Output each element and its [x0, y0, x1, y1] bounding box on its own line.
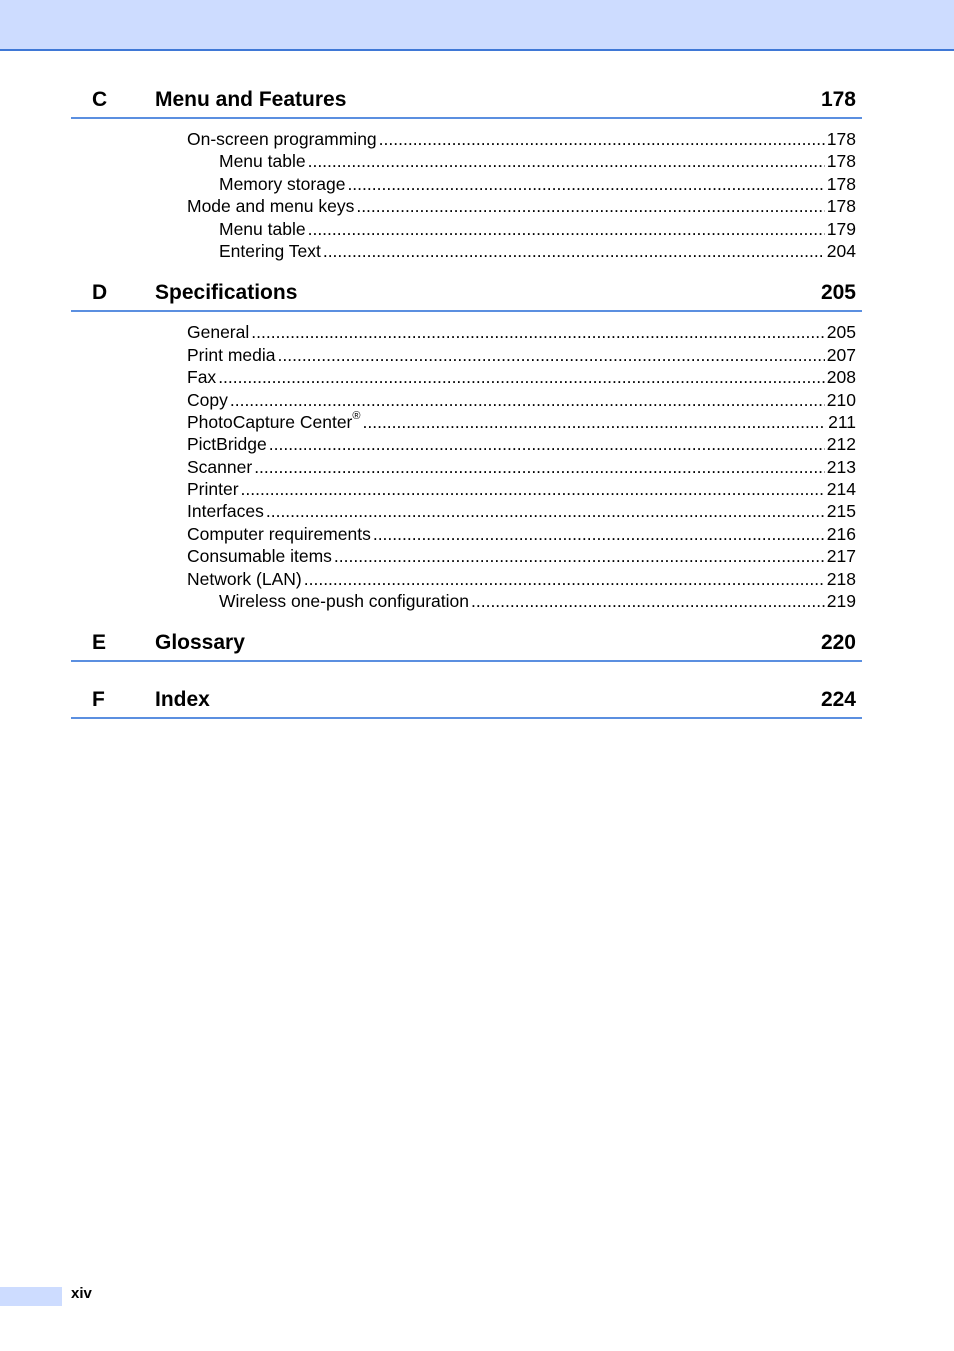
- toc-entry-label: Printer: [187, 479, 239, 500]
- chapter-title: Specifications: [155, 281, 298, 305]
- toc-entry-label: Mode and menu keys: [187, 196, 355, 217]
- toc-entry-label-text: PhotoCapture Center: [187, 411, 353, 432]
- chapter-page-number: 205: [820, 281, 856, 305]
- chapter-letter: E: [92, 631, 107, 655]
- toc-entry[interactable]: [71, 150, 862, 172]
- toc-entry-label: Memory storage: [219, 173, 346, 194]
- dot-leader: [304, 568, 825, 590]
- toc-entry-page: 179: [826, 218, 856, 239]
- chapter-letter: D: [92, 281, 108, 305]
- toc-entry[interactable]: [71, 456, 862, 478]
- toc-entry[interactable]: [71, 433, 862, 455]
- chapter-title: Menu and Features: [155, 88, 347, 111]
- chapter-title: Glossary: [155, 631, 245, 655]
- toc-entry-page: 178: [826, 173, 856, 194]
- dot-leader: [230, 389, 825, 411]
- footer-tab: [0, 1287, 62, 1306]
- toc-entry-page: 213: [826, 456, 856, 477]
- toc-entry-page: 178: [826, 151, 856, 172]
- chapter-entries-d: [71, 312, 862, 627]
- toc-entry-page: 218: [826, 568, 856, 589]
- dot-leader: [251, 321, 825, 343]
- toc-entry[interactable]: [71, 478, 862, 500]
- registered-mark: ®: [352, 410, 361, 423]
- toc-entry-page: 205: [826, 322, 856, 343]
- chapter-heading-d[interactable]: [71, 277, 862, 312]
- toc-entry[interactable]: [71, 568, 862, 590]
- toc-entry[interactable]: [71, 545, 862, 567]
- dot-leader: [334, 545, 825, 567]
- toc-entry-page: 178: [826, 129, 856, 149]
- dot-leader: [471, 590, 825, 612]
- dot-leader: [266, 500, 825, 522]
- toc-entry-label: Computer requirements: [187, 523, 371, 544]
- toc-entry-page: 210: [826, 389, 856, 410]
- toc-entry[interactable]: [71, 389, 862, 411]
- toc-entry-label: Consumable items: [187, 546, 332, 567]
- table-of-contents: [71, 84, 862, 719]
- chapter-heading-f[interactable]: [71, 684, 862, 719]
- toc-entry[interactable]: [71, 321, 862, 343]
- footer-page-number: xiv: [71, 1285, 92, 1302]
- dot-leader: [254, 456, 825, 478]
- toc-entry-label: Copy: [187, 389, 228, 410]
- chapter-gap: [71, 662, 862, 684]
- dot-leader: [269, 433, 825, 455]
- dot-leader: [308, 150, 825, 172]
- toc-entry-page: 211: [828, 411, 856, 432]
- dot-leader: [347, 173, 824, 195]
- dot-leader: [363, 411, 827, 433]
- toc-entry-label: PictBridge: [187, 434, 267, 455]
- chapter-page-number: 220: [820, 631, 856, 655]
- toc-entry[interactable]: [71, 218, 862, 240]
- toc-entry-page: 219: [826, 591, 856, 612]
- toc-entry-label: Entering Text: [219, 240, 321, 261]
- toc-entry-label: General: [187, 322, 250, 343]
- chapter-letter: F: [92, 688, 105, 712]
- toc-entry-page: 217: [826, 546, 856, 567]
- toc-entry-page: 207: [826, 344, 856, 365]
- chapter-page-number: 178: [820, 88, 856, 111]
- chapter-page-number: 224: [820, 688, 856, 712]
- toc-entry-label: Menu table: [219, 218, 306, 239]
- toc-entry-label: Fax: [187, 367, 217, 388]
- dot-leader: [323, 240, 825, 262]
- dot-leader: [278, 344, 825, 366]
- toc-entry-label: [187, 411, 361, 433]
- toc-entry-label: Network (LAN): [187, 568, 302, 589]
- chapter-letter: C: [92, 88, 108, 111]
- toc-entry-label: Menu table: [219, 151, 306, 172]
- dot-leader: [308, 218, 825, 240]
- toc-entry[interactable]: [71, 344, 862, 366]
- toc-entry[interactable]: [71, 195, 862, 217]
- toc-entry[interactable]: [71, 523, 862, 545]
- toc-entry-page: 204: [826, 240, 856, 261]
- dot-leader: [241, 478, 825, 500]
- toc-entry[interactable]: [71, 173, 862, 195]
- toc-entry-label: Wireless one-push configuration: [219, 591, 469, 612]
- toc-entry-page: 214: [826, 479, 856, 500]
- toc-entry-page: 212: [826, 434, 856, 455]
- toc-entry[interactable]: [71, 240, 862, 262]
- toc-entry-page: 216: [826, 523, 856, 544]
- header-band: [0, 0, 954, 51]
- toc-entry[interactable]: [71, 128, 862, 150]
- toc-entry-page: 178: [826, 196, 856, 217]
- dot-leader: [356, 195, 824, 217]
- toc-entry[interactable]: [71, 411, 862, 433]
- toc-entry-label: Scanner: [187, 456, 253, 477]
- toc-entry[interactable]: [71, 590, 862, 612]
- chapter-entries-c: [71, 119, 862, 277]
- toc-entry-label: Print media: [187, 344, 276, 365]
- toc-entry-label: On-screen programming: [187, 129, 377, 149]
- dot-leader: [373, 523, 825, 545]
- toc-entry[interactable]: [71, 366, 862, 388]
- chapter-title: Index: [155, 688, 210, 712]
- chapter-heading-e[interactable]: [71, 627, 862, 662]
- toc-entry[interactable]: [71, 500, 862, 522]
- dot-leader: [218, 366, 825, 388]
- toc-entry-label: Interfaces: [187, 501, 264, 522]
- dot-leader: [379, 128, 825, 150]
- toc-entry-page: 215: [826, 501, 856, 522]
- chapter-heading-c[interactable]: [71, 84, 862, 119]
- toc-entry-page: 208: [826, 367, 856, 388]
